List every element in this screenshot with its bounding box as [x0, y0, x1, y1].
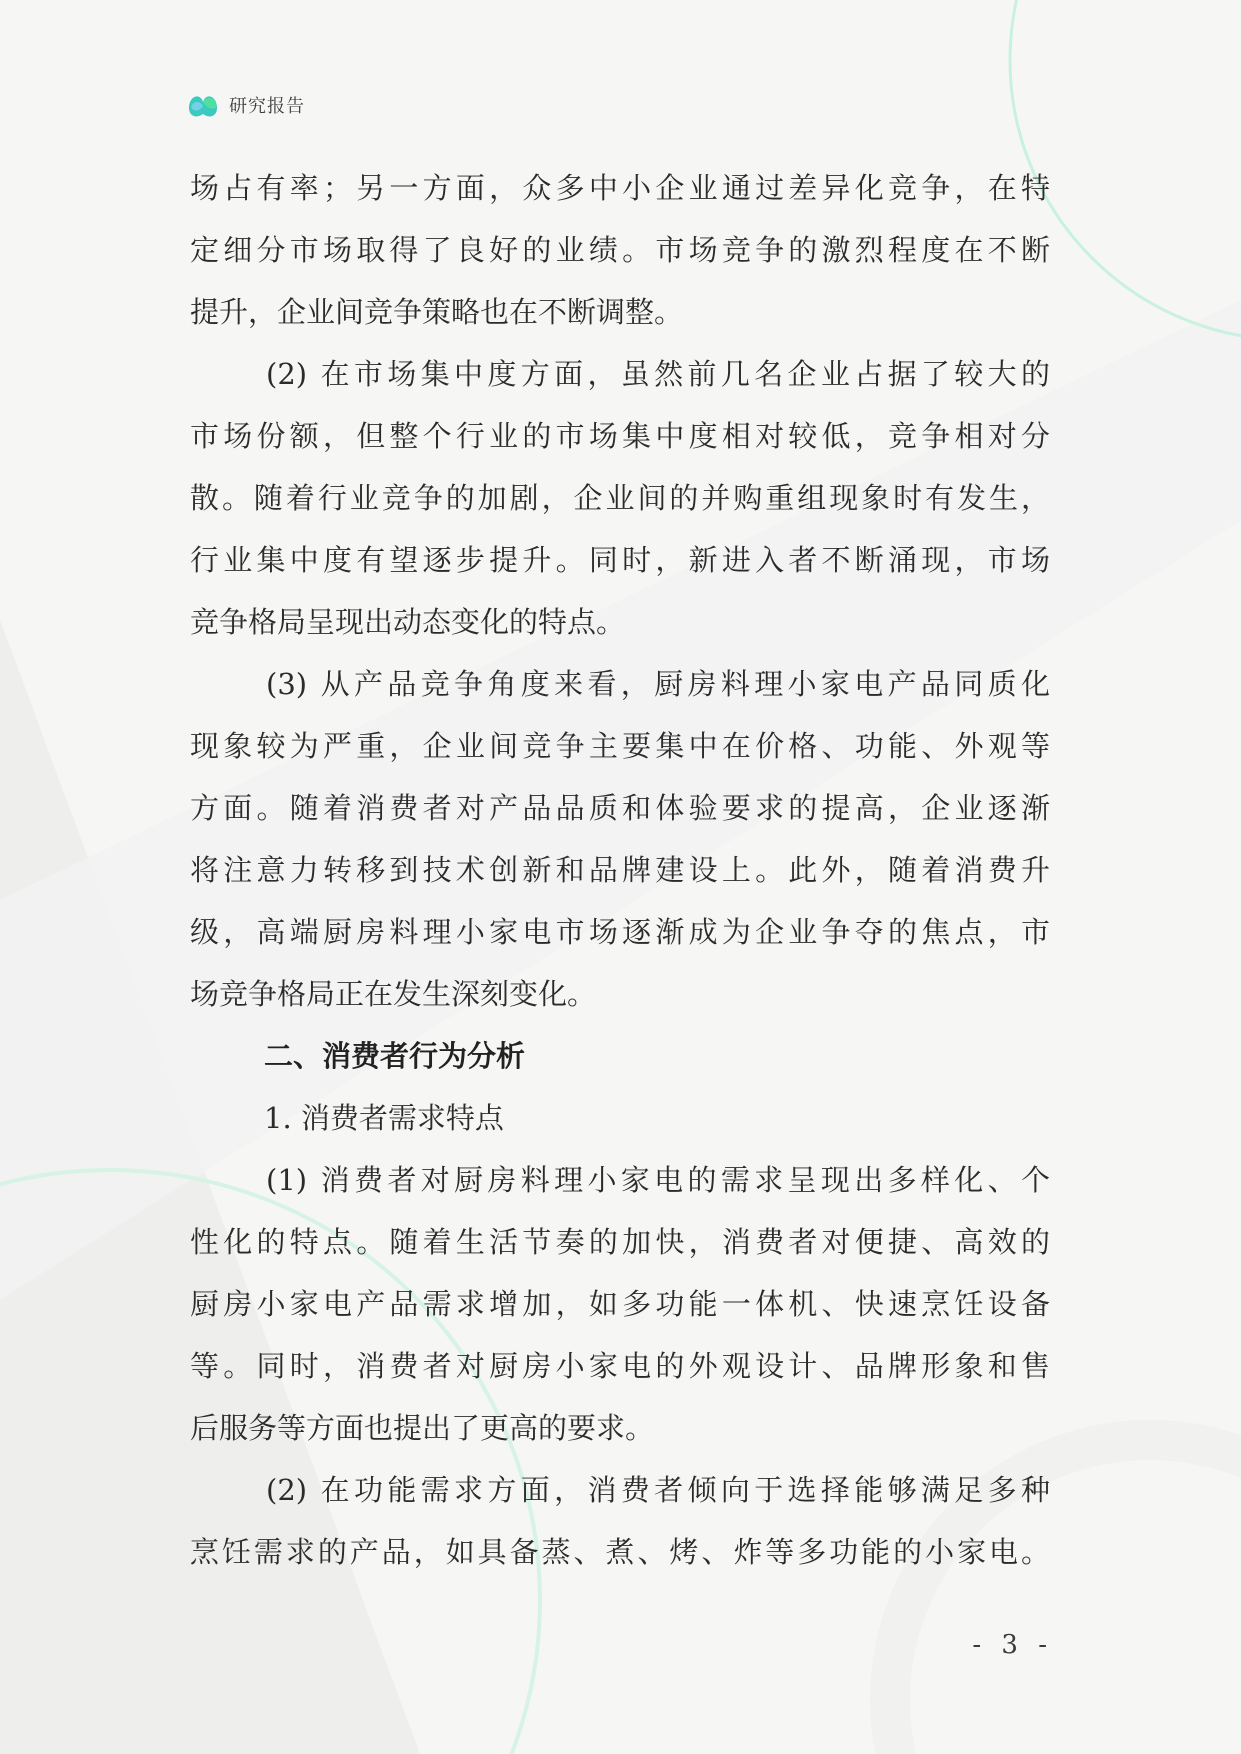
text-line: 性化的特点。随着生活节奏的加快，消费者对便捷、高效的: [190, 1225, 1050, 1259]
text-line: 市场份额，但整个行业的市场集中度相对较低，竞争相对分: [190, 419, 1050, 453]
document-body: [190, 157, 1050, 1583]
text-line: (2) 在功能需求方面，消费者倾向于选择能够满足多种: [266, 1473, 1050, 1507]
text-line: 厨房小家电产品需求增加，如多功能一体机、快速烹饪设备: [190, 1287, 1050, 1321]
section-heading: 二、消费者行为分析: [264, 1039, 526, 1073]
text-line: 行业集中度有望逐步提升。同时，新进入者不断涌现，市场: [190, 543, 1050, 577]
text-line: 方面。随着消费者对产品品质和体验要求的提高，企业逐渐: [190, 791, 1050, 825]
text-line: 后服务等方面也提出了更高的要求。: [190, 1411, 655, 1445]
text-line: 将注意力转移到技术创新和品牌建设上。此外，随着消费升: [190, 853, 1050, 887]
text-line: 场竞争格局正在发生深刻变化。: [190, 977, 597, 1011]
text-line: (1) 消费者对厨房料理小家电的需求呈现出多样化、个: [266, 1163, 1050, 1197]
text-line: 级，高端厨房料理小家电市场逐渐成为企业争夺的焦点，市: [190, 915, 1050, 949]
subsection-heading: 1. 消费者需求特点: [264, 1101, 504, 1135]
text-line: (2) 在市场集中度方面，虽然前几名企业占据了较大的: [266, 357, 1050, 391]
text-line: 定细分市场取得了良好的业绩。市场竞争的激烈程度在不断: [190, 233, 1050, 267]
report-header-title: 研究报告: [229, 96, 305, 117]
text-line: 现象较为严重，企业间竞争主要集中在价格、功能、外观等: [190, 729, 1050, 763]
text-line: 提升，企业间竞争策略也在不断调整。: [190, 295, 684, 329]
text-line: (3) 从产品竞争角度来看，厨房料理小家电产品同质化: [266, 667, 1050, 701]
leaf-logo-icon: [186, 88, 220, 122]
text-line: 烹饪需求的产品，如具备蒸、煮、烤、炸等多功能的小家电。: [190, 1535, 1050, 1569]
text-line: 场占有率；另一方面，众多中小企业通过差异化竞争，在特: [190, 171, 1050, 205]
text-line: 等。同时，消费者对厨房小家电的外观设计、品牌形象和售: [190, 1349, 1050, 1383]
report-header: [186, 88, 305, 122]
text-line: 竞争格局呈现出动态变化的特点。: [190, 605, 626, 639]
text-line: 散。随着行业竞争的加剧，企业间的并购重组现象时有发生，: [190, 481, 1050, 515]
page-number: - 3 -: [972, 1630, 1053, 1660]
